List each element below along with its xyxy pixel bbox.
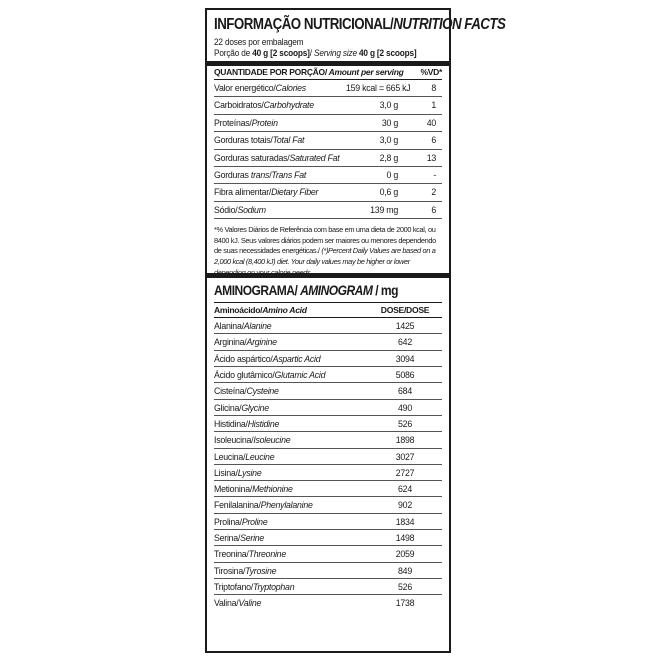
nutrient-amount: 30 g — [381, 117, 398, 128]
aminogram-col-acid — [214, 303, 368, 317]
nutrient-vd: 2 — [431, 187, 436, 198]
amino-name-pt: Treonina/ — [214, 549, 249, 560]
aminogram-header — [214, 303, 442, 317]
nutrient-amount: 2,8 g — [379, 152, 398, 163]
aminogram-title-pt: AMINOGRAMA/ — [214, 282, 301, 299]
amino-dose: 624 — [398, 484, 412, 495]
amino-row — [214, 563, 442, 579]
amino-name — [214, 432, 368, 447]
amino-dose: 490 — [398, 402, 412, 413]
amino-name — [214, 400, 368, 415]
aminogram-col-dose: DOSE/DOSE — [380, 305, 430, 316]
nutrient-amount: 3,0 g — [379, 100, 398, 111]
amino-name-en: Phenylalanine — [260, 500, 313, 511]
portion-label-en: Serving size — [313, 48, 359, 58]
portion-value-pt: 40 g [2 scoops] — [252, 48, 310, 58]
footnote-pt: *% Valores Diários de Referência com base em uma dieta de 2000 kcal, ou 8400 kJ. Seus valores diários podem ser maiores ou menores dependendo de suas necessidades energéticas./ — [214, 225, 436, 256]
nutrient-row — [214, 132, 442, 149]
amino-dose: 684 — [398, 386, 412, 397]
amino-name — [214, 497, 368, 512]
amino-dose: 1425 — [395, 321, 415, 332]
nutrient-name — [214, 80, 346, 96]
amino-row — [214, 449, 442, 465]
amino-name-pt: Prolina/ — [214, 516, 242, 527]
amino-name-pt: Isoleucina/ — [214, 435, 254, 446]
nutrient-name-pt: Valor energético/ — [214, 83, 276, 93]
amino-name-en: Arginine — [246, 337, 277, 348]
amino-name-en: Valine — [238, 598, 262, 609]
nutrient-row — [214, 202, 442, 219]
amino-dose: 3027 — [395, 451, 415, 462]
amino-name-pt: Ácido aspártico/ — [214, 353, 273, 364]
nutrient-name — [214, 97, 346, 113]
amino-name — [214, 546, 368, 561]
amino-name — [214, 367, 368, 382]
aminogram-title — [214, 278, 410, 302]
nutrient-name-pt: Gorduras — [214, 169, 251, 180]
amino-name — [214, 449, 368, 464]
nutrient-amount: 0,6 g — [379, 187, 398, 198]
amino-name-en: Isoleucine — [253, 435, 291, 446]
amino-dose: 526 — [398, 581, 412, 592]
nutrient-name-pt-sep: / — [269, 169, 272, 180]
header-qty — [214, 66, 410, 79]
nutrient-name-pt: Proteínas/ — [214, 117, 252, 128]
nutrient-name — [214, 132, 346, 148]
amino-name — [214, 465, 368, 480]
nutrient-vd: 6 — [431, 204, 436, 215]
amino-name-pt: Fenilalanina/ — [214, 500, 261, 511]
amino-name-pt: Valina/ — [214, 598, 239, 609]
nutrient-table-header — [214, 66, 442, 79]
amino-name — [214, 334, 368, 349]
amino-row — [214, 351, 442, 367]
amino-dose: 1738 — [395, 598, 415, 609]
amino-row — [214, 400, 442, 416]
amino-row — [214, 595, 442, 610]
nutrient-name-en: Sodium — [237, 204, 266, 215]
amino-name-pt: Histidina/ — [214, 418, 248, 429]
nutrient-name-en: Calories — [275, 83, 306, 93]
amino-name — [214, 481, 368, 496]
amino-dose: 526 — [398, 418, 412, 429]
amino-name-pt: Cisteína/ — [214, 386, 247, 397]
amino-name — [214, 351, 368, 366]
amino-name-en: Glycine — [241, 402, 269, 413]
amino-name — [214, 563, 368, 578]
amino-dose: 642 — [398, 337, 412, 348]
nutrient-name-en: Dietary Fiber — [271, 187, 319, 198]
aminogram-title-en: AMINOGRAM — [300, 282, 373, 299]
amino-dose: 3094 — [395, 353, 415, 364]
portion-label-pt: Porção de — [214, 48, 253, 58]
nutrient-name-pt: Gorduras totais/ — [214, 135, 273, 146]
amino-row — [214, 530, 442, 546]
amino-dose: 2727 — [395, 467, 415, 478]
servings-per-pack: 22 doses por embalagem — [214, 37, 304, 47]
nutrient-row — [214, 80, 442, 97]
amino-name-pt: Glicina/ — [214, 402, 242, 413]
nutrient-vd: 13 — [426, 152, 436, 163]
amino-name-en: Alanine — [243, 321, 272, 332]
nutrient-name-pt: Gorduras saturadas/ — [214, 152, 290, 163]
nutrient-vd: 8 — [431, 83, 436, 93]
amino-row — [214, 465, 442, 481]
amino-row — [214, 367, 442, 383]
nutrient-name — [214, 150, 346, 166]
nutrient-amount: 3,0 g — [379, 135, 398, 146]
amino-name — [214, 579, 368, 594]
amino-name-pt: Lisina/ — [214, 467, 238, 478]
nutrient-name-pt-italic: trans — [250, 169, 270, 180]
amino-dose: 902 — [398, 500, 412, 511]
amino-name-pt: Leucina/ — [214, 451, 246, 462]
amino-row — [214, 432, 442, 448]
amino-name-pt: Serina/ — [214, 532, 241, 543]
nutrient-amount: 159 kcal = 665 kJ — [346, 83, 411, 93]
amino-row — [214, 416, 442, 432]
header-qty-pt: QUANTIDADE POR PORÇÃO/ — [214, 67, 327, 77]
amino-name-pt: Alanina/ — [214, 321, 244, 332]
amino-name — [214, 416, 368, 431]
amino-name-pt: Arginina/ — [214, 337, 247, 348]
aminogram-table — [214, 318, 442, 610]
portion-line — [214, 48, 424, 59]
nutrient-row — [214, 150, 442, 167]
aminogram-col-en: Amino Acid — [262, 305, 307, 316]
footnote-en: (*)Percent Daily Values are based on a 2,000 kcal (8,400 kJ) diet. Your daily values may be higher or lower depending on your calorie needs. — [214, 246, 436, 277]
nutrient-name — [214, 167, 346, 183]
nutrient-name-pt: Fibra alimentar/ — [214, 187, 272, 198]
nutrient-row — [214, 167, 442, 184]
portion-value-en: 40 g [2 scoops] — [358, 48, 417, 58]
amino-row — [214, 514, 442, 530]
amino-name-en: Cysteine — [246, 386, 279, 397]
amino-name — [214, 318, 368, 333]
amino-dose: 1498 — [395, 532, 415, 543]
amino-name-en: Glutamic Acid — [274, 370, 326, 381]
nutrient-name — [214, 115, 346, 131]
amino-row — [214, 546, 442, 562]
amino-name — [214, 595, 368, 610]
nutrient-name-pt: Carboidratos/ — [214, 100, 264, 111]
amino-row — [214, 481, 442, 497]
amino-name-en: Methionine — [252, 484, 293, 495]
amino-name-pt: Metionina/ — [214, 484, 253, 495]
aminogram-unit: / mg — [372, 282, 398, 299]
nutrition-facts-panel — [205, 8, 506, 653]
header-qty-en: Amount per serving — [326, 67, 404, 77]
amino-row — [214, 497, 442, 513]
nutrient-name-pt: Sódio/ — [214, 204, 238, 215]
nutrient-name-en: Trans Fat — [271, 169, 307, 180]
nutrient-amount: 139 mg — [370, 204, 398, 215]
nutrient-row — [214, 115, 442, 132]
amino-name-en: Threonine — [248, 549, 286, 560]
amino-name-en: Tyrosine — [245, 565, 277, 576]
amino-name-pt: Triptofano/ — [214, 581, 253, 592]
panel-title — [214, 12, 506, 37]
nutrient-row — [214, 97, 442, 114]
nutrient-amount: 0 g — [386, 169, 398, 180]
amino-name-en: Aspartic Acid — [272, 353, 321, 364]
amino-name-en: Proline — [241, 516, 268, 527]
amino-row — [214, 334, 442, 350]
amino-name — [214, 383, 368, 398]
amino-name — [214, 514, 368, 529]
nutrient-name-en: Saturated Fat — [289, 152, 340, 163]
nutrient-name-en: Protein — [251, 117, 278, 128]
amino-dose: 5086 — [395, 370, 415, 381]
title-en: NUTRITION FACTS — [393, 16, 506, 33]
amino-dose: 849 — [398, 565, 412, 576]
amino-name-en: Serine — [240, 532, 265, 543]
amino-name-pt: Ácido glutâmico/ — [214, 370, 275, 381]
amino-name-en: Histidine — [247, 418, 280, 429]
amino-name-en: Leucine — [245, 451, 275, 462]
header-vd: %VD* — [420, 67, 442, 77]
amino-row — [214, 383, 442, 399]
portion-sep: / — [309, 48, 314, 58]
nutrient-vd: 40 — [426, 117, 436, 128]
nutrient-name — [214, 184, 346, 200]
nutrient-vd: 1 — [431, 100, 436, 111]
aminogram-col-pt: Aminoácido/ — [214, 305, 263, 316]
amino-row — [214, 318, 442, 334]
nutrient-vd: - — [433, 169, 436, 180]
nutrient-vd: 6 — [431, 135, 436, 146]
amino-dose: 1834 — [395, 516, 415, 527]
amino-dose: 1898 — [395, 435, 415, 446]
nutrient-table — [214, 80, 442, 219]
nutrient-row — [214, 184, 442, 201]
amino-dose: 2059 — [395, 549, 415, 560]
nutrient-name — [214, 202, 346, 218]
title-pt: INFORMAÇÃO NUTRICIONAL/ — [214, 16, 394, 33]
amino-name-en: Lysine — [237, 467, 262, 478]
amino-name-pt: Tirosina/ — [214, 565, 246, 576]
nutrient-name-en: Total Fat — [272, 135, 305, 146]
footnote — [214, 225, 442, 277]
amino-name-en: Tryptophan — [252, 581, 295, 592]
nutrient-name-en: Carbohydrate — [263, 100, 314, 111]
amino-row — [214, 579, 442, 595]
amino-name — [214, 530, 368, 545]
